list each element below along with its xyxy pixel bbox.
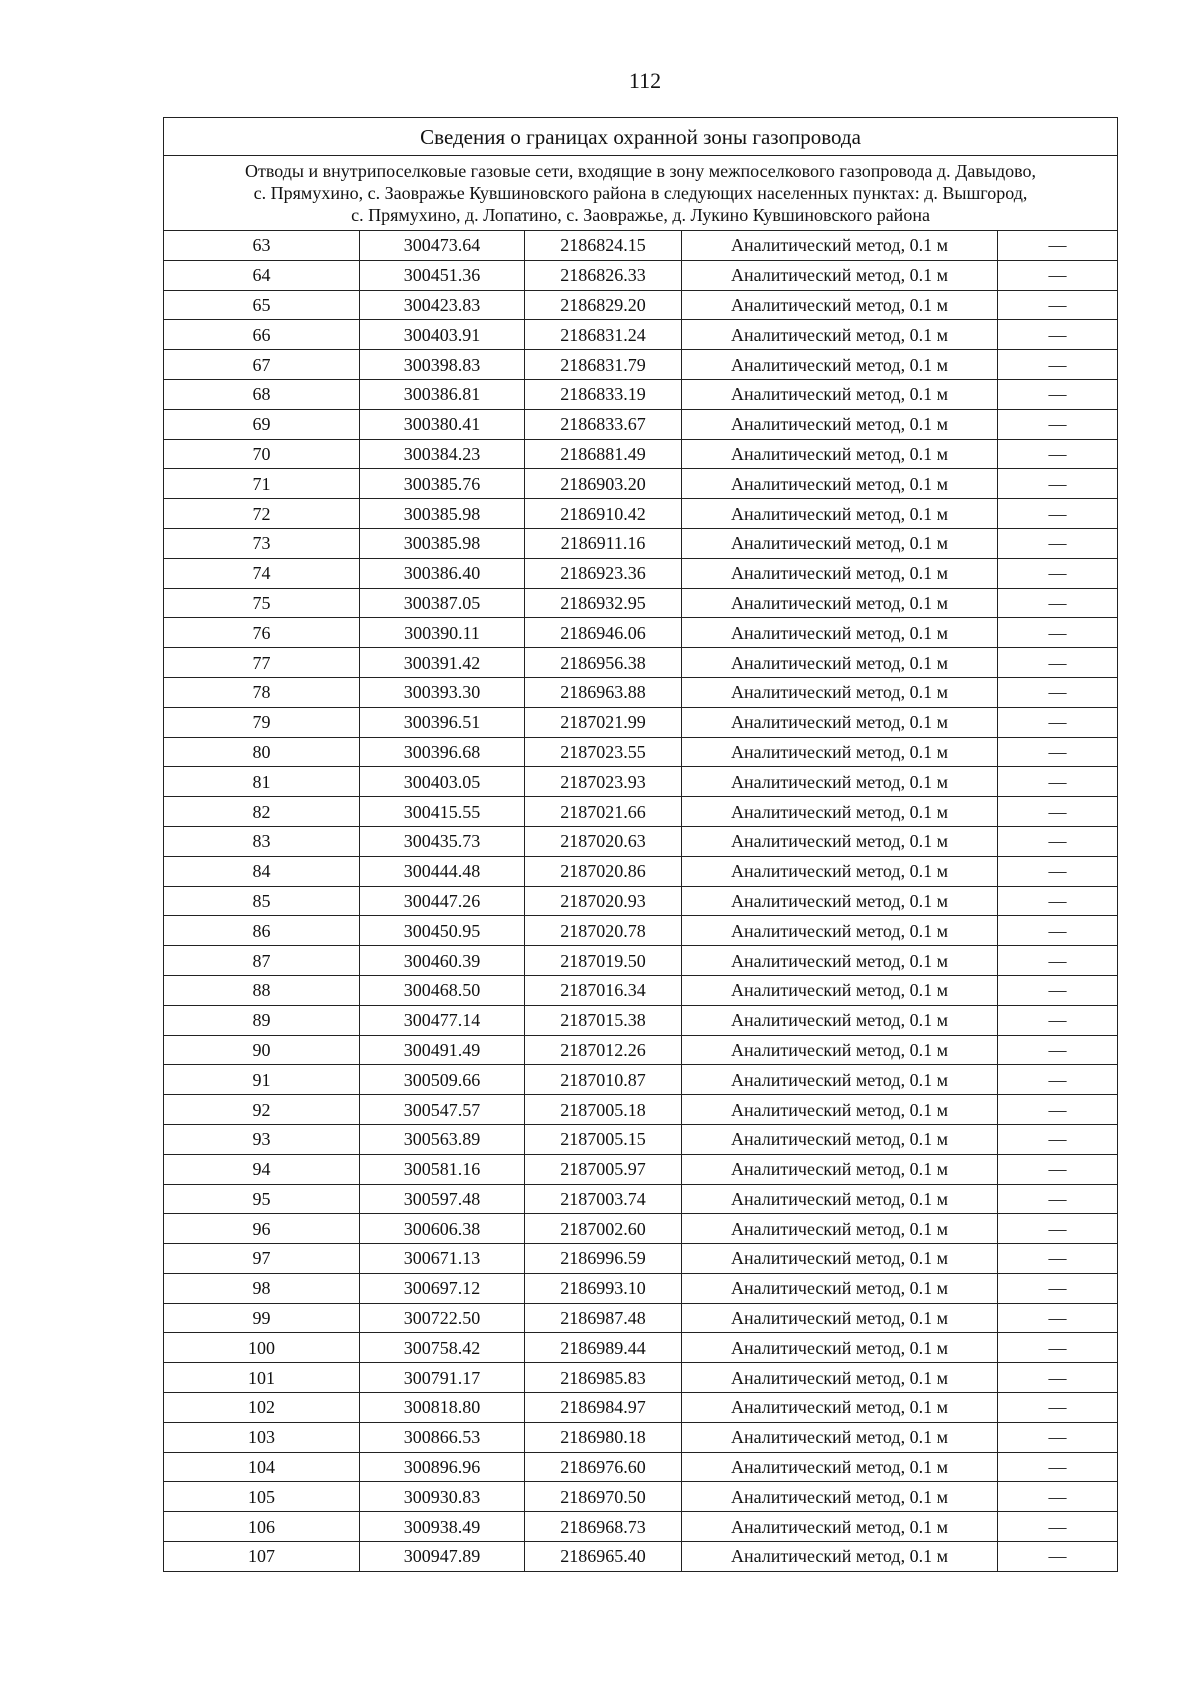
method-cell: Аналитический метод, 0.1 м <box>682 975 998 1005</box>
point-number-cell: 84 <box>164 856 360 886</box>
point-number-cell: 91 <box>164 1065 360 1095</box>
point-number-cell: 80 <box>164 737 360 767</box>
table-row <box>164 588 1118 618</box>
dash-cell: — <box>998 677 1118 707</box>
point-number-cell: 64 <box>164 260 360 290</box>
dash-cell: — <box>998 1065 1118 1095</box>
point-number-cell: 65 <box>164 290 360 320</box>
method-cell: Аналитический метод, 0.1 м <box>682 1214 998 1244</box>
dash-cell: — <box>998 648 1118 678</box>
point-number-cell: 103 <box>164 1422 360 1452</box>
y-coordinate-cell: 2187012.26 <box>525 1035 682 1065</box>
dash-cell: — <box>998 946 1118 976</box>
x-coordinate-cell: 300415.55 <box>360 797 525 827</box>
method-cell: Аналитический метод, 0.1 м <box>682 379 998 409</box>
point-number-cell: 94 <box>164 1154 360 1184</box>
y-coordinate-cell: 2186993.10 <box>525 1273 682 1303</box>
table-row <box>164 797 1118 827</box>
table-row <box>164 1482 1118 1512</box>
y-coordinate-cell: 2186980.18 <box>525 1422 682 1452</box>
method-cell: Аналитический метод, 0.1 м <box>682 1512 998 1542</box>
dash-cell: — <box>998 231 1118 261</box>
title-row <box>164 118 1118 156</box>
point-number-cell: 66 <box>164 320 360 350</box>
method-cell: Аналитический метод, 0.1 м <box>682 499 998 529</box>
table-row <box>164 1124 1118 1154</box>
x-coordinate-cell: 300758.42 <box>360 1333 525 1363</box>
y-coordinate-cell: 2186932.95 <box>525 588 682 618</box>
x-coordinate-cell: 300818.80 <box>360 1393 525 1423</box>
description-line: с. Прямухино, с. Заовражье Кувшиновского района в следующих населенных пунктах: д. Вышгород, <box>253 183 1028 203</box>
x-coordinate-cell: 300403.05 <box>360 767 525 797</box>
method-cell: Аналитический метод, 0.1 м <box>682 1303 998 1333</box>
point-number-cell: 87 <box>164 946 360 976</box>
x-coordinate-cell: 300447.26 <box>360 886 525 916</box>
dash-cell: — <box>998 558 1118 588</box>
page-number: 112 <box>628 68 662 93</box>
point-number-cell: 93 <box>164 1124 360 1154</box>
point-number-cell: 106 <box>164 1512 360 1542</box>
y-coordinate-cell: 2186911.16 <box>525 528 682 558</box>
dash-cell: — <box>998 409 1118 439</box>
description-line: с. Прямухино, д. Лопатино, с. Заовражье, д. Лукино Кувшиновского района <box>351 205 930 225</box>
x-coordinate-cell: 300791.17 <box>360 1363 525 1393</box>
method-cell: Аналитический метод, 0.1 м <box>682 1393 998 1423</box>
point-number-cell: 85 <box>164 886 360 916</box>
method-cell: Аналитический метод, 0.1 м <box>682 1452 998 1482</box>
dash-cell: — <box>998 290 1118 320</box>
table-row <box>164 707 1118 737</box>
table-row <box>164 677 1118 707</box>
dash-cell: — <box>998 1154 1118 1184</box>
y-coordinate-cell: 2186987.48 <box>525 1303 682 1333</box>
method-cell: Аналитический метод, 0.1 м <box>682 946 998 976</box>
point-number-cell: 67 <box>164 350 360 380</box>
method-cell: Аналитический метод, 0.1 м <box>682 648 998 678</box>
y-coordinate-cell: 2186965.40 <box>525 1542 682 1572</box>
point-number-cell: 78 <box>164 677 360 707</box>
dash-cell: — <box>998 379 1118 409</box>
table-row <box>164 1005 1118 1035</box>
point-number-cell: 101 <box>164 1363 360 1393</box>
point-number-cell: 82 <box>164 797 360 827</box>
method-cell: Аналитический метод, 0.1 м <box>682 797 998 827</box>
dash-cell: — <box>998 1184 1118 1214</box>
x-coordinate-cell: 300563.89 <box>360 1124 525 1154</box>
method-cell: Аналитический метод, 0.1 м <box>682 409 998 439</box>
y-coordinate-cell: 2186833.67 <box>525 409 682 439</box>
dash-cell: — <box>998 737 1118 767</box>
y-coordinate-cell: 2186829.20 <box>525 290 682 320</box>
point-number-cell: 100 <box>164 1333 360 1363</box>
method-cell: Аналитический метод, 0.1 м <box>682 1035 998 1065</box>
dash-cell: — <box>998 1512 1118 1542</box>
x-coordinate-cell: 300477.14 <box>360 1005 525 1035</box>
dash-cell: — <box>998 707 1118 737</box>
x-coordinate-cell: 300384.23 <box>360 439 525 469</box>
method-cell: Аналитический метод, 0.1 м <box>682 1244 998 1274</box>
table-row <box>164 1184 1118 1214</box>
method-cell: Аналитический метод, 0.1 м <box>682 1333 998 1363</box>
table-row <box>164 1512 1118 1542</box>
y-coordinate-cell: 2186996.59 <box>525 1244 682 1274</box>
point-number-cell: 70 <box>164 439 360 469</box>
dash-cell: — <box>998 588 1118 618</box>
method-cell: Аналитический метод, 0.1 м <box>682 528 998 558</box>
x-coordinate-cell: 300722.50 <box>360 1303 525 1333</box>
y-coordinate-cell: 2187021.99 <box>525 707 682 737</box>
point-number-cell: 102 <box>164 1393 360 1423</box>
dash-cell: — <box>998 618 1118 648</box>
method-cell: Аналитический метод, 0.1 м <box>682 618 998 648</box>
table-row <box>164 1363 1118 1393</box>
table-row <box>164 946 1118 976</box>
table-row <box>164 618 1118 648</box>
dash-cell: — <box>998 320 1118 350</box>
y-coordinate-cell: 2186833.19 <box>525 379 682 409</box>
method-cell: Аналитический метод, 0.1 м <box>682 1095 998 1125</box>
point-number-cell: 99 <box>164 1303 360 1333</box>
dash-cell: — <box>998 1333 1118 1363</box>
x-coordinate-cell: 300423.83 <box>360 290 525 320</box>
point-number-cell: 98 <box>164 1273 360 1303</box>
y-coordinate-cell: 2187005.97 <box>525 1154 682 1184</box>
method-cell: Аналитический метод, 0.1 м <box>682 1273 998 1303</box>
method-cell: Аналитический метод, 0.1 м <box>682 1065 998 1095</box>
method-cell: Аналитический метод, 0.1 м <box>682 350 998 380</box>
y-coordinate-cell: 2187020.63 <box>525 826 682 856</box>
x-coordinate-cell: 300930.83 <box>360 1482 525 1512</box>
table-row <box>164 409 1118 439</box>
x-coordinate-cell: 300380.41 <box>360 409 525 439</box>
method-cell: Аналитический метод, 0.1 м <box>682 767 998 797</box>
x-coordinate-cell: 300385.98 <box>360 499 525 529</box>
point-number-cell: 95 <box>164 1184 360 1214</box>
dash-cell: — <box>998 1124 1118 1154</box>
y-coordinate-cell: 2187016.34 <box>525 975 682 1005</box>
table-row <box>164 916 1118 946</box>
point-number-cell: 71 <box>164 469 360 499</box>
dash-cell: — <box>998 1244 1118 1274</box>
x-coordinate-cell: 300491.49 <box>360 1035 525 1065</box>
x-coordinate-cell: 300451.36 <box>360 260 525 290</box>
y-coordinate-cell: 2186968.73 <box>525 1512 682 1542</box>
dash-cell: — <box>998 1273 1118 1303</box>
method-cell: Аналитический метод, 0.1 м <box>682 1542 998 1572</box>
dash-cell: — <box>998 499 1118 529</box>
boundary-table <box>163 117 1118 1572</box>
y-coordinate-cell: 2187023.93 <box>525 767 682 797</box>
point-number-cell: 83 <box>164 826 360 856</box>
x-coordinate-cell: 300697.12 <box>360 1273 525 1303</box>
y-coordinate-cell: 2187020.93 <box>525 886 682 916</box>
x-coordinate-cell: 300509.66 <box>360 1065 525 1095</box>
table-row <box>164 1273 1118 1303</box>
y-coordinate-cell: 2186963.88 <box>525 677 682 707</box>
point-number-cell: 86 <box>164 916 360 946</box>
x-coordinate-cell: 300460.39 <box>360 946 525 976</box>
dash-cell: — <box>998 886 1118 916</box>
y-coordinate-cell: 2186976.60 <box>525 1452 682 1482</box>
table-row <box>164 648 1118 678</box>
x-coordinate-cell: 300396.68 <box>360 737 525 767</box>
method-cell: Аналитический метод, 0.1 м <box>682 737 998 767</box>
dash-cell: — <box>998 469 1118 499</box>
table-row <box>164 379 1118 409</box>
y-coordinate-cell: 2187003.74 <box>525 1184 682 1214</box>
x-coordinate-cell: 300435.73 <box>360 826 525 856</box>
dash-cell: — <box>998 1482 1118 1512</box>
dash-cell: — <box>998 975 1118 1005</box>
point-number-cell: 76 <box>164 618 360 648</box>
x-coordinate-cell: 300398.83 <box>360 350 525 380</box>
y-coordinate-cell: 2186989.44 <box>525 1333 682 1363</box>
x-coordinate-cell: 300385.98 <box>360 528 525 558</box>
x-coordinate-cell: 300403.91 <box>360 320 525 350</box>
y-coordinate-cell: 2187019.50 <box>525 946 682 976</box>
x-coordinate-cell: 300896.96 <box>360 1452 525 1482</box>
method-cell: Аналитический метод, 0.1 м <box>682 826 998 856</box>
table-row <box>164 1214 1118 1244</box>
dash-cell: — <box>998 797 1118 827</box>
x-coordinate-cell: 300866.53 <box>360 1422 525 1452</box>
x-coordinate-cell: 300386.81 <box>360 379 525 409</box>
table-row <box>164 260 1118 290</box>
point-number-cell: 90 <box>164 1035 360 1065</box>
table-row <box>164 528 1118 558</box>
method-cell: Аналитический метод, 0.1 м <box>682 588 998 618</box>
table-row <box>164 737 1118 767</box>
x-coordinate-cell: 300396.51 <box>360 707 525 737</box>
dash-cell: — <box>998 1452 1118 1482</box>
method-cell: Аналитический метод, 0.1 м <box>682 439 998 469</box>
y-coordinate-cell: 2187021.66 <box>525 797 682 827</box>
x-coordinate-cell: 300393.30 <box>360 677 525 707</box>
y-coordinate-cell: 2186984.97 <box>525 1393 682 1423</box>
y-coordinate-cell: 2187005.15 <box>525 1124 682 1154</box>
table-row <box>164 1393 1118 1423</box>
point-number-cell: 75 <box>164 588 360 618</box>
x-coordinate-cell: 300473.64 <box>360 231 525 261</box>
method-cell: Аналитический метод, 0.1 м <box>682 886 998 916</box>
method-cell: Аналитический метод, 0.1 м <box>682 1482 998 1512</box>
method-cell: Аналитический метод, 0.1 м <box>682 707 998 737</box>
table-row <box>164 1154 1118 1184</box>
y-coordinate-cell: 2186910.42 <box>525 499 682 529</box>
dash-cell: — <box>998 767 1118 797</box>
table-row <box>164 1542 1118 1572</box>
y-coordinate-cell: 2187020.78 <box>525 916 682 946</box>
dash-cell: — <box>998 1214 1118 1244</box>
table-row <box>164 231 1118 261</box>
method-cell: Аналитический метод, 0.1 м <box>682 856 998 886</box>
table-row <box>164 320 1118 350</box>
table-row <box>164 1065 1118 1095</box>
dash-cell: — <box>998 856 1118 886</box>
dash-cell: — <box>998 1393 1118 1423</box>
y-coordinate-cell: 2187010.87 <box>525 1065 682 1095</box>
point-number-cell: 79 <box>164 707 360 737</box>
description-line: Отводы и внутрипоселковые газовые сети, входящие в зону межпоселкового газопровода д. Давыдово, <box>245 161 1036 181</box>
x-coordinate-cell: 300468.50 <box>360 975 525 1005</box>
y-coordinate-cell: 2187023.55 <box>525 737 682 767</box>
dash-cell: — <box>998 1542 1118 1572</box>
point-number-cell: 73 <box>164 528 360 558</box>
method-cell: Аналитический метод, 0.1 м <box>682 1154 998 1184</box>
method-cell: Аналитический метод, 0.1 м <box>682 677 998 707</box>
x-coordinate-cell: 300606.38 <box>360 1214 525 1244</box>
table-row <box>164 975 1118 1005</box>
table-row <box>164 767 1118 797</box>
x-coordinate-cell: 300671.13 <box>360 1244 525 1274</box>
method-cell: Аналитический метод, 0.1 м <box>682 469 998 499</box>
method-cell: Аналитический метод, 0.1 м <box>682 1184 998 1214</box>
y-coordinate-cell: 2186946.06 <box>525 618 682 648</box>
table-row <box>164 1095 1118 1125</box>
method-cell: Аналитический метод, 0.1 м <box>682 558 998 588</box>
table-row <box>164 469 1118 499</box>
table-row <box>164 826 1118 856</box>
point-number-cell: 63 <box>164 231 360 261</box>
x-coordinate-cell: 300947.89 <box>360 1542 525 1572</box>
table-row <box>164 886 1118 916</box>
table-row <box>164 856 1118 886</box>
x-coordinate-cell: 300385.76 <box>360 469 525 499</box>
table-row <box>164 350 1118 380</box>
table-row <box>164 439 1118 469</box>
table-row <box>164 499 1118 529</box>
dash-cell: — <box>998 260 1118 290</box>
point-number-cell: 97 <box>164 1244 360 1274</box>
x-coordinate-cell: 300547.57 <box>360 1095 525 1125</box>
method-cell: Аналитический метод, 0.1 м <box>682 1422 998 1452</box>
point-number-cell: 77 <box>164 648 360 678</box>
y-coordinate-cell: 2186826.33 <box>525 260 682 290</box>
dash-cell: — <box>998 1363 1118 1393</box>
table-body <box>164 118 1118 1572</box>
dash-cell: — <box>998 528 1118 558</box>
table-row <box>164 1244 1118 1274</box>
point-number-cell: 72 <box>164 499 360 529</box>
point-number-cell: 96 <box>164 1214 360 1244</box>
y-coordinate-cell: 2186831.79 <box>525 350 682 380</box>
point-number-cell: 74 <box>164 558 360 588</box>
point-number-cell: 92 <box>164 1095 360 1125</box>
dash-cell: — <box>998 826 1118 856</box>
point-number-cell: 89 <box>164 1005 360 1035</box>
table-row <box>164 1422 1118 1452</box>
method-cell: Аналитический метод, 0.1 м <box>682 290 998 320</box>
point-number-cell: 88 <box>164 975 360 1005</box>
y-coordinate-cell: 2186923.36 <box>525 558 682 588</box>
y-coordinate-cell: 2187005.18 <box>525 1095 682 1125</box>
x-coordinate-cell: 300450.95 <box>360 916 525 946</box>
dash-cell: — <box>998 1005 1118 1035</box>
method-cell: Аналитический метод, 0.1 м <box>682 320 998 350</box>
point-number-cell: 69 <box>164 409 360 439</box>
x-coordinate-cell: 300444.48 <box>360 856 525 886</box>
x-coordinate-cell: 300387.05 <box>360 588 525 618</box>
method-cell: Аналитический метод, 0.1 м <box>682 916 998 946</box>
y-coordinate-cell: 2186970.50 <box>525 1482 682 1512</box>
y-coordinate-cell: 2187015.38 <box>525 1005 682 1035</box>
table-row <box>164 290 1118 320</box>
dash-cell: — <box>998 1035 1118 1065</box>
table-description <box>164 156 1118 231</box>
method-cell: Аналитический метод, 0.1 м <box>682 231 998 261</box>
x-coordinate-cell: 300391.42 <box>360 648 525 678</box>
y-coordinate-cell: 2186831.24 <box>525 320 682 350</box>
method-cell: Аналитический метод, 0.1 м <box>682 260 998 290</box>
x-coordinate-cell: 300386.40 <box>360 558 525 588</box>
table-row <box>164 1035 1118 1065</box>
table-row <box>164 1452 1118 1482</box>
y-coordinate-cell: 2186985.83 <box>525 1363 682 1393</box>
dash-cell: — <box>998 350 1118 380</box>
dash-cell: — <box>998 1095 1118 1125</box>
y-coordinate-cell: 2186881.49 <box>525 439 682 469</box>
y-coordinate-cell: 2186824.15 <box>525 231 682 261</box>
y-coordinate-cell: 2187020.86 <box>525 856 682 886</box>
description-row <box>164 156 1118 231</box>
x-coordinate-cell: 300390.11 <box>360 618 525 648</box>
point-number-cell: 105 <box>164 1482 360 1512</box>
point-number-cell: 107 <box>164 1542 360 1572</box>
dash-cell: — <box>998 916 1118 946</box>
point-number-cell: 68 <box>164 379 360 409</box>
dash-cell: — <box>998 1303 1118 1333</box>
x-coordinate-cell: 300597.48 <box>360 1184 525 1214</box>
method-cell: Аналитический метод, 0.1 м <box>682 1363 998 1393</box>
y-coordinate-cell: 2187002.60 <box>525 1214 682 1244</box>
dash-cell: — <box>998 439 1118 469</box>
y-coordinate-cell: 2186956.38 <box>525 648 682 678</box>
method-cell: Аналитический метод, 0.1 м <box>682 1005 998 1035</box>
table-row <box>164 1333 1118 1363</box>
table-row <box>164 1303 1118 1333</box>
x-coordinate-cell: 300581.16 <box>360 1154 525 1184</box>
table-row <box>164 558 1118 588</box>
y-coordinate-cell: 2186903.20 <box>525 469 682 499</box>
table-title: Сведения о границах охранной зоны газопровода <box>164 118 1118 156</box>
point-number-cell: 81 <box>164 767 360 797</box>
x-coordinate-cell: 300938.49 <box>360 1512 525 1542</box>
dash-cell: — <box>998 1422 1118 1452</box>
point-number-cell: 104 <box>164 1452 360 1482</box>
method-cell: Аналитический метод, 0.1 м <box>682 1124 998 1154</box>
